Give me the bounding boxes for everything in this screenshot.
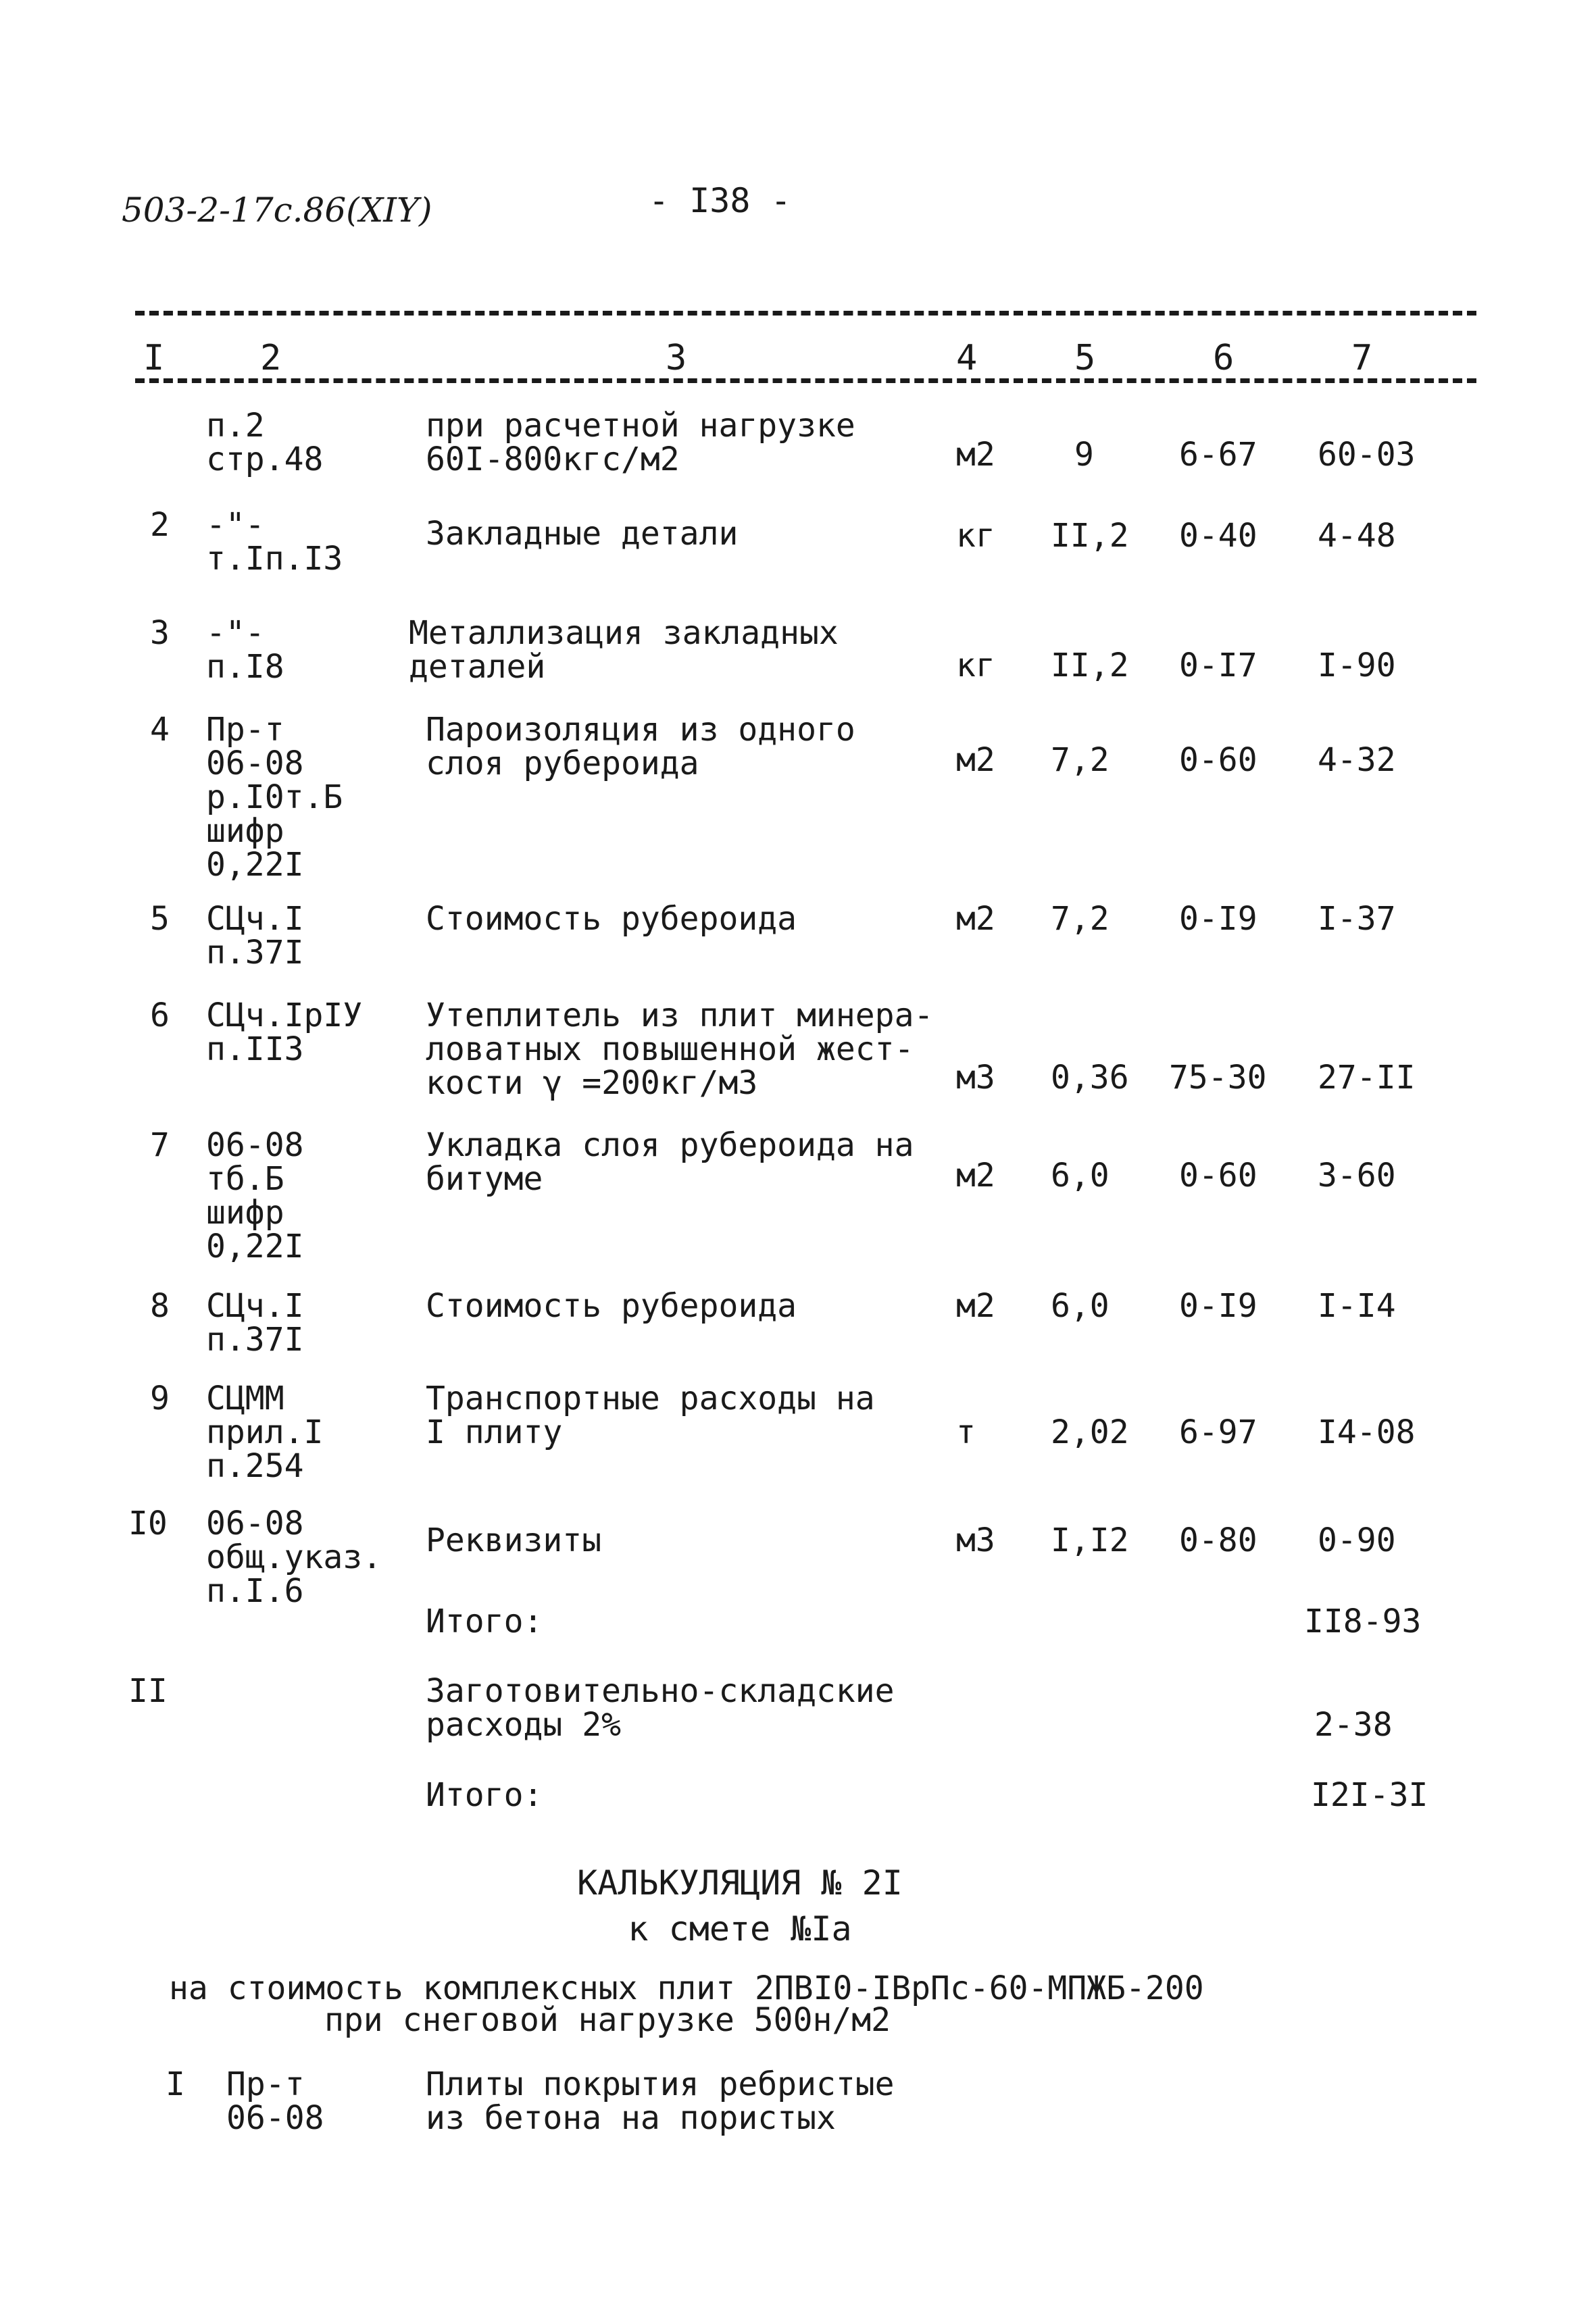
row2-no: 2 <box>150 506 170 544</box>
row5-total: I-37 <box>1318 900 1396 938</box>
row6-total: 27-II <box>1318 1059 1416 1097</box>
row8-no: 8 <box>150 1287 170 1325</box>
row9-unit: т <box>956 1413 976 1451</box>
row9-total: I4-08 <box>1318 1413 1416 1451</box>
row9-qty: 2,02 <box>1051 1413 1129 1451</box>
row10-unit: м3 <box>956 1521 995 1559</box>
row1-total: 60-03 <box>1318 436 1416 474</box>
row4-qty: 7,2 <box>1051 741 1109 779</box>
subtotal2-label: Итого: <box>426 1776 543 1814</box>
row1-name: при расчетной нагрузке 60I-800кгс/м2 <box>426 407 855 478</box>
row3-ref: -"- п.I8 <box>206 614 284 686</box>
row8-total: I-I4 <box>1318 1287 1396 1325</box>
row7-ref: 06-08 тб.Б шифр 0,22I <box>206 1126 304 1265</box>
row3-unit: кг <box>956 647 995 684</box>
row6-unit: м3 <box>956 1059 995 1097</box>
row10-name: Реквизиты <box>426 1521 602 1559</box>
row6-no: 6 <box>150 997 170 1034</box>
calculation-description-1: на стоимость комплексных плит 2ПВI0-IВрПс-60-МПЖБ-200 <box>169 1969 1204 2007</box>
page-number: - I38 - <box>649 181 791 220</box>
row11-no: II <box>128 1672 168 1710</box>
row4-price: 0-60 <box>1179 741 1257 779</box>
row1-qty: 9 <box>1074 436 1094 474</box>
column-header-4: 4 <box>956 338 978 378</box>
header-bottom-border <box>135 378 1476 383</box>
row8-unit: м2 <box>956 1287 995 1325</box>
calc-row1-name: Плиты покрытия ребристые из бетона на пористых <box>426 2065 895 2137</box>
calc-row1-no: I <box>166 2065 185 2103</box>
row8-name: Стоимость рубероида <box>426 1287 797 1325</box>
subtotal2-total: I2I-3I <box>1311 1776 1428 1814</box>
row6-qty: 0,36 <box>1051 1059 1129 1097</box>
row7-qty: 6,0 <box>1051 1157 1109 1194</box>
row6-price: 75-30 <box>1169 1059 1267 1097</box>
row2-unit: кг <box>956 517 995 555</box>
row5-name: Стоимость рубероида <box>426 900 797 938</box>
row5-qty: 7,2 <box>1051 900 1109 938</box>
row7-total: 3-60 <box>1318 1157 1396 1194</box>
row10-no: I0 <box>128 1505 168 1542</box>
column-header-2: 2 <box>260 338 282 378</box>
row3-no: 3 <box>150 614 170 652</box>
row6-name: Утеплитель из плит минера- ловатных повышенной жест- кости γ =200кг/м3 <box>426 997 934 1102</box>
subtotal1-total: II8-93 <box>1304 1603 1422 1640</box>
table-top-border <box>135 311 1476 316</box>
row2-total: 4-48 <box>1318 517 1396 555</box>
row8-ref: СЦч.I п.37I <box>206 1287 304 1359</box>
row7-unit: м2 <box>956 1157 995 1194</box>
row5-ref: СЦч.I п.37I <box>206 900 304 972</box>
column-header-7: 7 <box>1351 338 1373 378</box>
calculation-subtitle: к смете №Iа <box>628 1909 852 1948</box>
row4-ref: Пр-т 06-08 р.I0т.Б шифр 0,22I <box>206 711 343 884</box>
row10-price: 0-80 <box>1179 1521 1257 1559</box>
calculation-title: КАЛЬКУЛЯЦИЯ № 2I <box>577 1863 903 1903</box>
row7-name: Укладка слоя рубероида на битуме <box>426 1126 914 1198</box>
row3-total: I-90 <box>1318 647 1396 684</box>
row9-no: 9 <box>150 1380 170 1417</box>
row1-price: 6-67 <box>1179 436 1257 474</box>
calculation-description-2: при снеговой нагрузке 500н/м2 <box>324 2001 891 2039</box>
row3-name: Металлизация закладных деталей <box>409 614 839 686</box>
row8-price: 0-I9 <box>1179 1287 1257 1325</box>
subtotal1-label: Итого: <box>426 1603 543 1640</box>
row2-price: 0-40 <box>1179 517 1257 555</box>
document-code: 503-2-17c.86(XIY) <box>122 191 432 230</box>
row1-ref: п.2 стр.48 <box>206 407 324 478</box>
row10-qty: I,I2 <box>1051 1521 1129 1559</box>
row11-name: Заготовительно-складские расходы 2% <box>426 1672 895 1744</box>
row2-qty: II,2 <box>1051 517 1129 555</box>
row2-name: Закладные детали <box>426 515 739 553</box>
column-header-1: I <box>143 338 165 378</box>
row1-unit: м2 <box>956 436 995 474</box>
row4-name: Пароизоляция из одного слоя рубероида <box>426 711 855 782</box>
row5-price: 0-I9 <box>1179 900 1257 938</box>
column-header-3: 3 <box>666 338 687 378</box>
row3-qty: II,2 <box>1051 647 1129 684</box>
calc-row1-ref: Пр-т 06-08 <box>226 2065 324 2137</box>
row7-price: 0-60 <box>1179 1157 1257 1194</box>
row4-unit: м2 <box>956 741 995 779</box>
row11-total: 2-38 <box>1314 1706 1393 1744</box>
column-header-6: 6 <box>1213 338 1235 378</box>
row7-no: 7 <box>150 1126 170 1164</box>
column-header-5: 5 <box>1074 338 1096 378</box>
row9-ref: СЦММ прил.I п.254 <box>206 1380 324 1485</box>
row6-ref: СЦч.IрIУ п.II3 <box>206 997 363 1068</box>
row4-no: 4 <box>150 711 170 749</box>
row10-total: 0-90 <box>1318 1521 1396 1559</box>
row5-no: 5 <box>150 900 170 938</box>
row4-total: 4-32 <box>1318 741 1396 779</box>
row2-ref: -"- т.Iп.I3 <box>206 506 343 578</box>
row10-ref: 06-08 общ.указ. п.I.6 <box>206 1505 382 1610</box>
row5-unit: м2 <box>956 900 995 938</box>
row3-price: 0-I7 <box>1179 647 1257 684</box>
row9-name: Транспортные расходы на I плиту <box>426 1380 875 1451</box>
row9-price: 6-97 <box>1179 1413 1257 1451</box>
row8-qty: 6,0 <box>1051 1287 1109 1325</box>
